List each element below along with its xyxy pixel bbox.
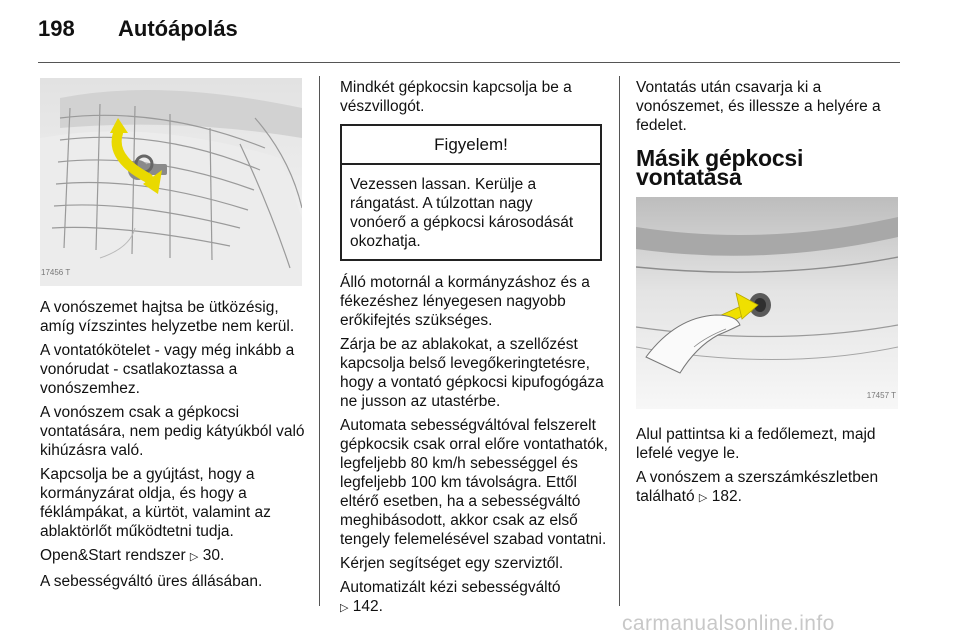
column-2 — [340, 78, 612, 623]
warning-box — [340, 124, 602, 261]
reference-paragraph — [636, 468, 904, 508]
reference-page[interactable]: 30. — [202, 547, 225, 564]
paragraph: Mindkét gépkocsin kapcsolja be a vészvillogót. — [340, 79, 572, 115]
towing-eye-illustration-front — [40, 78, 302, 286]
reference-text: Automatizált kézi sebességváltó — [340, 579, 561, 596]
front-bumper-drawing — [40, 78, 302, 286]
section-title: Autóápolás — [118, 16, 238, 41]
column-1 — [40, 78, 310, 596]
warning-title: Figyelem! — [342, 126, 600, 165]
reference-page[interactable]: 142. — [352, 598, 383, 615]
reference-arrow-icon: ▷ — [189, 551, 199, 563]
page-number: 198 — [38, 16, 75, 41]
paragraph: Kérjen segítséget egy szerviztől. — [340, 555, 564, 572]
paragraph: Zárja be az ablakokat, a szellőzést kapcsolja belső levegőkeringtetésre, hogy a vontató gépkocsi kipufogógáza ne jusson az utastérbe. — [340, 336, 604, 410]
page-header — [38, 16, 238, 50]
section-heading: Másik gépkocsi vontatása — [636, 145, 804, 190]
warning-body: Vezessen lassan. Kerülje a rángatást. A túlzottan nagy vonóerő a gépkocsi károsodását okozhatja. — [350, 176, 574, 250]
column-divider — [619, 76, 620, 606]
paragraph: A vonószem csak a gépkocsi vontatására, nem pedig kátyúkból való kihúzásra való. — [40, 404, 305, 459]
column-divider — [319, 76, 320, 606]
paragraph: Kapcsolja be a gyújtást, hogy a kormányzárat oldja, és hogy a féklámpákat, a kürtöt, valamint az ablaktörlőt működtetni tudja. — [40, 466, 271, 540]
paragraph: Alul pattintsa ki a fedőlemezt, majd lefelé vegye le. — [636, 426, 876, 462]
paragraph: Vontatás után csavarja ki a vonószemet, és illessze a helyére a fedelet. — [636, 79, 881, 134]
towing-eye-illustration-rear — [636, 197, 898, 409]
reference-text: Open&Start rendszer — [40, 547, 186, 564]
reference-arrow-icon: ▷ — [698, 492, 708, 504]
paragraph: Automata sebességváltóval felszerelt gépkocsik csak orral előre vontathatók, legfeljebb 80 km/h sebességgel és legfeljebb 100 km távolságra. Ettől eltérő esetben, ha a sebességváltó meghibásodott, akkor csak az első tengely felemelésével szabad vontatni. — [340, 417, 608, 548]
paragraph: A sebességváltó üres állásában. — [40, 573, 263, 590]
reference-page[interactable]: 182. — [711, 488, 742, 505]
figure-id: 17457 T — [866, 391, 896, 400]
figure-id: 17456 T — [41, 268, 71, 277]
rear-bumper-drawing — [636, 197, 898, 409]
reference-text: A vonószem a szerszámkészletben található — [636, 469, 879, 505]
reference-paragraph — [340, 578, 612, 618]
reference-arrow-icon: ▷ — [340, 602, 349, 614]
paragraph: Álló motornál a kormányzáshoz és a fékezéshez lényegesen nagyobb erőkifejtés szükséges. — [340, 274, 590, 329]
column-3 — [636, 78, 904, 513]
reference-paragraph — [40, 546, 310, 567]
watermark: carmanualsonline.info — [622, 612, 835, 635]
header-rule — [38, 62, 900, 63]
paragraph: A vonószemet hajtsa be ütközésig, amíg vízszintes helyzetbe nem kerül. — [40, 299, 295, 335]
paragraph: A vontatókötelet - vagy még inkább a vonórudat - csatlakoztassa a vonószemhez. — [40, 342, 295, 397]
